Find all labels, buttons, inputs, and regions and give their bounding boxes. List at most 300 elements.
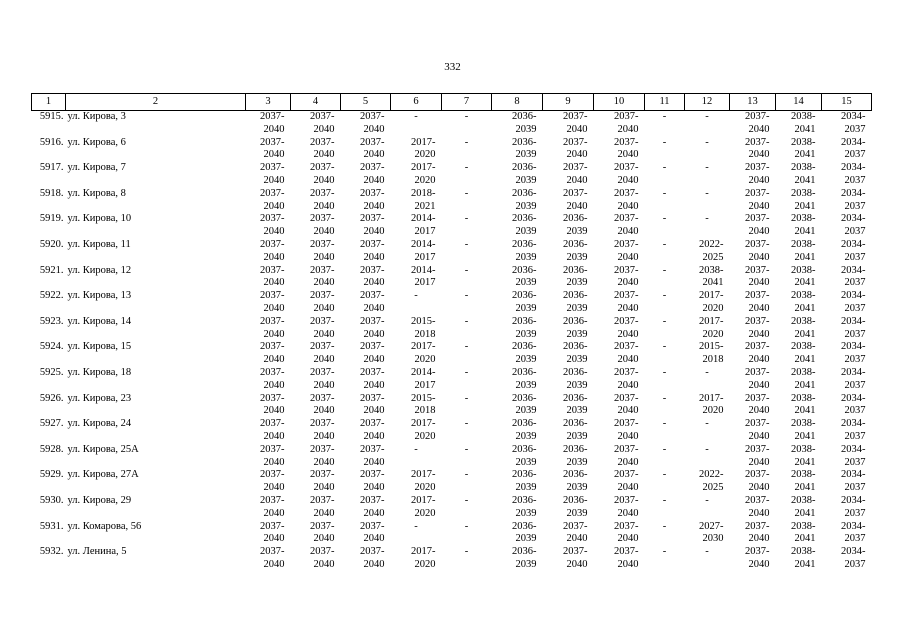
period-cell: 2017- 2020	[411, 546, 436, 570]
period-cell: 2037- 2040	[260, 315, 285, 340]
period-cell: 2036- 2039	[563, 315, 588, 340]
period-cell: 2036- 2039	[563, 392, 588, 417]
table-row	[32, 188, 872, 214]
address-cell: ул. Кирова, 24	[67, 418, 132, 430]
period-cell: 2037- 2040	[310, 546, 335, 570]
period-cell: 2018- 2021	[411, 187, 436, 212]
period-cell: -	[662, 392, 667, 404]
period-cell: 2037- 2040	[360, 136, 385, 161]
period-cell: -	[662, 366, 667, 378]
period-cell: -	[464, 494, 469, 506]
period-cell: -	[464, 136, 469, 148]
period-cell: 2036- 2039	[563, 418, 588, 442]
period-cell: 2034- 2037	[841, 469, 866, 494]
period-cell: 2015- 2018	[699, 341, 724, 366]
period-cell: 2037- 2040	[745, 187, 770, 212]
period-cell: 2037- 2040	[260, 392, 285, 417]
period-cell: -	[662, 443, 667, 455]
period-cell: 2037- 2040	[360, 418, 385, 442]
period-cell: 2037- 2040	[310, 392, 335, 417]
column-header: 10	[594, 94, 645, 111]
column-header: 7	[442, 94, 492, 111]
table-row	[32, 239, 872, 265]
row-number: 5918.	[39, 187, 64, 199]
period-cell: 2038- 2041	[791, 290, 816, 314]
period-cell: 2037- 2040	[745, 290, 770, 314]
column-header: 9	[543, 94, 594, 111]
period-cell: -	[662, 187, 667, 199]
period-cell: 2037- 2040	[260, 290, 285, 314]
period-cell: 2017- 2020	[411, 494, 436, 519]
period-cell: 2034- 2037	[841, 418, 866, 442]
period-cell: -	[705, 494, 709, 506]
period-cell: 2037- 2040	[360, 546, 385, 570]
column-header: 2	[66, 94, 246, 111]
period-cell: 2034- 2037	[841, 366, 866, 391]
period-cell: 2037- 2040	[260, 213, 285, 238]
period-cell: 2037- 2040	[745, 264, 770, 289]
period-cell: 2037- 2040	[360, 520, 385, 545]
period-cell: 2037- 2040	[310, 341, 335, 366]
period-cell: 2037- 2040	[614, 546, 639, 570]
row-number: 5924.	[39, 341, 64, 353]
period-cell: -	[464, 418, 469, 430]
period-cell: 2037- 2040	[310, 469, 335, 494]
period-cell: 2037- 2040	[614, 469, 639, 494]
row-number: 5931.	[39, 520, 64, 532]
period-cell: -	[464, 238, 469, 250]
period-cell: 2037- 2040	[563, 546, 588, 570]
period-cell: -	[464, 187, 469, 199]
address-cell: ул. Кирова, 15	[67, 341, 132, 353]
period-cell: 2038- 2041	[791, 494, 816, 519]
period-cell: -	[464, 290, 469, 302]
period-cell: 2037- 2040	[260, 366, 285, 391]
period-cell: 2037- 2040	[260, 341, 285, 366]
row-number: 5928.	[39, 443, 64, 455]
period-cell: 2034- 2037	[841, 238, 866, 263]
row-number: 5932.	[39, 546, 64, 558]
table-row	[32, 521, 872, 547]
period-cell: -	[464, 520, 469, 532]
period-cell: 2036- 2039	[563, 469, 588, 494]
row-number: 5930.	[39, 494, 64, 506]
period-cell: 2017- 2020	[411, 469, 436, 494]
period-cell: 2037- 2040	[745, 315, 770, 340]
period-cell: 2036- 2039	[512, 187, 537, 212]
period-cell: 2037- 2040	[745, 366, 770, 391]
period-cell: 2017- 2020	[411, 418, 436, 442]
period-cell: 2036- 2039	[563, 213, 588, 238]
period-cell: 2036- 2039	[512, 238, 537, 263]
period-cell: 2034- 2037	[841, 213, 866, 238]
period-cell: 2037- 2040	[260, 136, 285, 161]
period-cell: 2037- 2040	[310, 111, 335, 135]
period-cell: 2034- 2037	[841, 136, 866, 161]
period-cell: 2037- 2040	[360, 392, 385, 417]
period-cell: 2037- 2040	[310, 264, 335, 289]
period-cell: 2036- 2039	[563, 341, 588, 366]
period-cell: 2037- 2040	[745, 136, 770, 161]
page-number: 332	[444, 61, 461, 73]
column-header: 14	[776, 94, 822, 111]
period-cell: -	[662, 315, 667, 327]
period-cell: 2038- 2041	[791, 341, 816, 366]
period-cell: 2037- 2040	[614, 520, 639, 545]
period-cell: 2036- 2039	[512, 290, 537, 314]
period-cell: 2037- 2040	[563, 187, 588, 212]
period-cell: 2036- 2039	[512, 111, 537, 135]
period-cell: 2034- 2037	[841, 520, 866, 545]
period-cell: -	[662, 494, 667, 506]
period-cell: 2037- 2040	[310, 187, 335, 212]
period-cell: 2037- 2040	[260, 546, 285, 570]
period-cell: 2037- 2040	[614, 494, 639, 519]
period-cell: 2037- 2040	[260, 443, 285, 468]
period-cell: 2036- 2039	[512, 341, 537, 366]
period-cell: -	[705, 187, 709, 199]
period-cell: 2038- 2041	[791, 366, 816, 391]
period-cell: 2037- 2040	[260, 469, 285, 494]
table-row	[32, 341, 872, 367]
period-cell: -	[464, 392, 469, 404]
header-row	[32, 94, 872, 111]
period-cell: 2034- 2037	[841, 290, 866, 314]
period-cell: 2037- 2040	[260, 418, 285, 442]
column-header: 3	[246, 94, 291, 111]
period-cell: 2037- 2040	[360, 341, 385, 366]
period-cell: 2027- 2030	[699, 520, 724, 545]
period-cell: 2038- 2041	[791, 264, 816, 289]
period-cell: 2037- 2040	[614, 111, 639, 135]
period-cell: 2037- 2040	[310, 418, 335, 442]
period-cell: 2037- 2040	[360, 366, 385, 391]
table-row	[32, 393, 872, 419]
address-cell: ул. Кирова, 25А	[67, 443, 139, 455]
address-cell: ул. Ленина, 5	[67, 546, 127, 558]
period-cell: 2037- 2040	[614, 443, 639, 468]
period-cell: 2017- 2020	[411, 136, 436, 161]
period-cell: 2037- 2040	[260, 264, 285, 289]
period-cell: 2036- 2039	[512, 418, 537, 442]
table-row	[32, 418, 872, 444]
address-cell: ул. Кирова, 10	[67, 213, 132, 225]
column-header: 11	[645, 94, 685, 111]
period-cell: 2022- 2025	[699, 238, 724, 263]
period-cell: 2036- 2039	[563, 443, 588, 468]
period-cell: 2014- 2017	[411, 213, 436, 238]
period-cell: -	[662, 238, 667, 250]
period-cell: 2037- 2040	[745, 546, 770, 570]
period-cell: 2037- 2040	[360, 162, 385, 186]
period-cell: 2037- 2040	[614, 264, 639, 289]
period-cell: 2017- 2020	[411, 162, 436, 186]
period-cell: -	[662, 111, 667, 122]
period-cell: 2036- 2039	[512, 366, 537, 391]
period-cell: 2037- 2040	[614, 290, 639, 314]
period-cell: 2038- 2041	[791, 418, 816, 442]
period-cell: -	[662, 264, 667, 276]
period-cell: 2015- 2018	[411, 315, 436, 340]
period-cell: 2038- 2041	[791, 111, 816, 135]
table-row	[32, 290, 872, 316]
period-cell: -	[705, 136, 709, 148]
period-cell: -	[662, 341, 667, 353]
period-cell: -	[464, 341, 469, 353]
period-cell: 2037- 2040	[614, 418, 639, 442]
address-cell: ул. Кирова, 13	[67, 290, 132, 302]
period-cell: 2037- 2040	[310, 443, 335, 468]
period-cell: -	[464, 213, 469, 225]
period-cell: -	[705, 111, 709, 122]
row-number: 5916.	[39, 136, 64, 148]
period-cell: 2037- 2040	[260, 162, 285, 186]
address-cell: ул. Кирова, 6	[67, 136, 126, 148]
column-header: 6	[391, 94, 442, 111]
period-cell: 2034- 2037	[841, 494, 866, 519]
period-cell: 2037- 2040	[614, 366, 639, 391]
period-cell: 2037- 2040	[745, 111, 770, 135]
address-cell: ул. Кирова, 8	[67, 187, 126, 199]
period-cell: 2036- 2039	[512, 162, 537, 186]
period-cell: 2037- 2040	[614, 315, 639, 340]
period-cell: -	[662, 213, 667, 225]
table-body	[32, 111, 872, 572]
period-cell: 2038- 2041	[791, 162, 816, 186]
period-cell: 2037- 2040	[745, 520, 770, 545]
period-cell: -	[414, 290, 418, 302]
period-cell: 2037- 2040	[563, 520, 588, 545]
period-cell: -	[464, 162, 469, 174]
period-cell: 2037- 2040	[310, 366, 335, 391]
period-cell: 2038- 2041	[791, 469, 816, 494]
period-cell: 2036- 2039	[563, 290, 588, 314]
period-cell: 2037- 2040	[310, 315, 335, 340]
period-cell: 2037- 2040	[745, 494, 770, 519]
period-cell: 2038- 2041	[791, 213, 816, 238]
address-cell: ул. Кирова, 7	[67, 162, 126, 174]
period-cell: 2036- 2039	[563, 366, 588, 391]
column-header: 5	[341, 94, 391, 111]
period-cell: 2015- 2018	[411, 392, 436, 417]
period-cell: 2037- 2040	[310, 290, 335, 314]
address-cell: ул. Кирова, 11	[67, 238, 131, 250]
period-cell: 2017- 2020	[411, 341, 436, 366]
address-cell: ул. Кирова, 3	[67, 111, 126, 122]
address-cell: ул. Кирова, 14	[67, 315, 132, 327]
period-cell: -	[414, 520, 418, 532]
period-cell: -	[705, 366, 709, 378]
row-number: 5923.	[39, 315, 64, 327]
period-cell: 2037- 2040	[360, 494, 385, 519]
period-cell: 2037- 2040	[360, 315, 385, 340]
column-header: 13	[730, 94, 776, 111]
column-header: 15	[822, 94, 872, 111]
period-cell: 2036- 2039	[512, 136, 537, 161]
period-cell: -	[705, 162, 709, 174]
period-cell: 2037- 2040	[260, 187, 285, 212]
period-cell: -	[464, 315, 469, 327]
period-cell: 2034- 2037	[841, 264, 866, 289]
period-cell: 2037- 2040	[563, 162, 588, 186]
period-cell: 2038- 2041	[791, 392, 816, 417]
period-cell: -	[662, 136, 667, 148]
period-cell: 2037- 2040	[310, 494, 335, 519]
period-cell: -	[705, 418, 709, 430]
period-cell: 2037- 2040	[745, 392, 770, 417]
table-row	[32, 265, 872, 291]
table-row	[32, 444, 872, 470]
address-cell: ул. Комарова, 56	[67, 520, 142, 532]
period-cell: 2037- 2040	[745, 418, 770, 442]
period-cell: 2037- 2040	[310, 136, 335, 161]
period-cell: 2036- 2039	[512, 392, 537, 417]
period-cell: -	[662, 546, 667, 558]
period-cell: 2037- 2040	[360, 290, 385, 314]
period-cell: 2037- 2040	[360, 187, 385, 212]
period-cell: 2036- 2039	[512, 546, 537, 570]
period-cell: 2034- 2037	[841, 546, 866, 570]
period-cell: 2037- 2040	[260, 494, 285, 519]
period-cell: 2036- 2039	[512, 469, 537, 494]
column-header: 8	[492, 94, 543, 111]
period-cell: -	[662, 418, 667, 430]
period-cell: 2037- 2040	[310, 213, 335, 238]
table-row	[32, 162, 872, 188]
table-row	[32, 367, 872, 393]
period-cell: -	[705, 213, 709, 225]
period-cell: -	[464, 546, 469, 558]
period-cell: 2037- 2040	[614, 392, 639, 417]
table-row	[32, 137, 872, 163]
period-cell: 2037- 2040	[614, 162, 639, 186]
period-cell: 2037- 2040	[260, 111, 285, 135]
row-number: 5921.	[39, 264, 64, 276]
period-cell: -	[662, 520, 667, 532]
period-cell: 2037- 2040	[360, 213, 385, 238]
period-cell: 2036- 2039	[512, 213, 537, 238]
period-cell: 2036- 2039	[563, 264, 588, 289]
period-cell: 2017- 2020	[699, 290, 724, 314]
column-header: 1	[32, 94, 66, 111]
period-cell: 2037- 2040	[745, 238, 770, 263]
period-cell: 2037- 2040	[360, 469, 385, 494]
period-cell: 2034- 2037	[841, 111, 866, 135]
column-header: 4	[291, 94, 341, 111]
period-cell: 2037- 2040	[360, 264, 385, 289]
table-row	[32, 469, 872, 495]
period-cell: 2037- 2040	[260, 238, 285, 263]
period-cell: 2037- 2040	[360, 111, 385, 135]
period-cell: 2038- 2041	[791, 187, 816, 212]
period-cell: 2037- 2040	[745, 213, 770, 238]
period-cell: 2036- 2039	[512, 264, 537, 289]
period-cell: 2037- 2040	[614, 136, 639, 161]
period-cell: 2037- 2040	[614, 187, 639, 212]
period-cell: 2037- 2040	[260, 520, 285, 545]
period-cell: 2014- 2017	[411, 366, 436, 391]
period-cell: -	[464, 469, 469, 481]
period-cell: 2014- 2017	[411, 264, 436, 289]
period-cell: 2037- 2040	[310, 162, 335, 186]
period-cell: 2037- 2040	[563, 111, 588, 135]
period-cell: -	[705, 546, 709, 558]
period-cell: 2037- 2040	[614, 213, 639, 238]
period-cell: 2037- 2040	[360, 238, 385, 263]
period-cell: 2037- 2040	[360, 443, 385, 468]
period-cell: 2034- 2037	[841, 392, 866, 417]
row-number: 5927.	[39, 418, 64, 430]
period-cell: -	[662, 290, 667, 302]
row-number: 5926.	[39, 392, 64, 404]
address-cell: ул. Кирова, 12	[67, 264, 132, 276]
period-cell: 2037- 2040	[745, 469, 770, 494]
period-cell: 2038- 2041	[791, 443, 816, 468]
period-cell: -	[414, 443, 418, 455]
period-cell: -	[414, 111, 418, 122]
period-cell: 2014- 2017	[411, 238, 436, 263]
address-cell: ул. Кирова, 27А	[67, 469, 139, 481]
table-row	[32, 111, 872, 137]
row-number: 5929.	[39, 469, 64, 481]
period-cell: 2034- 2037	[841, 341, 866, 366]
period-cell: 2017- 2020	[699, 315, 724, 340]
period-cell: 2036- 2039	[512, 520, 537, 545]
period-cell: -	[705, 443, 709, 455]
period-cell: -	[662, 162, 667, 174]
table-row	[32, 213, 872, 239]
row-number: 5919.	[39, 213, 64, 225]
period-cell: 2037- 2040	[745, 443, 770, 468]
column-header: 12	[685, 94, 730, 111]
period-cell: 2038- 2041	[791, 315, 816, 340]
period-cell: 2022- 2025	[699, 469, 724, 494]
period-cell: 2037- 2040	[310, 520, 335, 545]
period-cell: 2034- 2037	[841, 162, 866, 186]
period-cell: -	[662, 469, 667, 481]
period-cell: -	[464, 443, 469, 455]
period-cell: 2038- 2041	[791, 546, 816, 570]
address-cell: ул. Кирова, 23	[67, 392, 132, 404]
period-cell: 2037- 2040	[745, 341, 770, 366]
period-cell: 2038- 2041	[699, 264, 724, 289]
period-cell: -	[464, 366, 469, 378]
period-cell: 2034- 2037	[841, 187, 866, 212]
row-number: 5915.	[39, 111, 64, 122]
period-cell: 2037- 2040	[310, 238, 335, 263]
period-cell: 2034- 2037	[841, 443, 866, 468]
period-cell: 2036- 2039	[512, 443, 537, 468]
period-cell: -	[464, 264, 469, 276]
row-number: 5917.	[39, 162, 64, 174]
period-cell: 2036- 2039	[563, 238, 588, 263]
period-cell: 2036- 2039	[512, 494, 537, 519]
address-cell: ул. Кирова, 18	[67, 366, 132, 378]
period-cell: 2037- 2040	[563, 136, 588, 161]
period-cell: 2037- 2040	[745, 162, 770, 186]
period-cell: 2038- 2041	[791, 136, 816, 161]
period-cell: 2038- 2041	[791, 238, 816, 263]
period-cell: 2036- 2039	[512, 315, 537, 340]
period-cell: 2037- 2040	[614, 341, 639, 366]
period-cell: 2017- 2020	[699, 392, 724, 417]
row-number: 5925.	[39, 366, 64, 378]
table-row	[32, 495, 872, 521]
period-cell: 2034- 2037	[841, 315, 866, 340]
period-cell: 2037- 2040	[614, 238, 639, 263]
table-row	[32, 316, 872, 342]
period-cell: -	[464, 111, 469, 122]
